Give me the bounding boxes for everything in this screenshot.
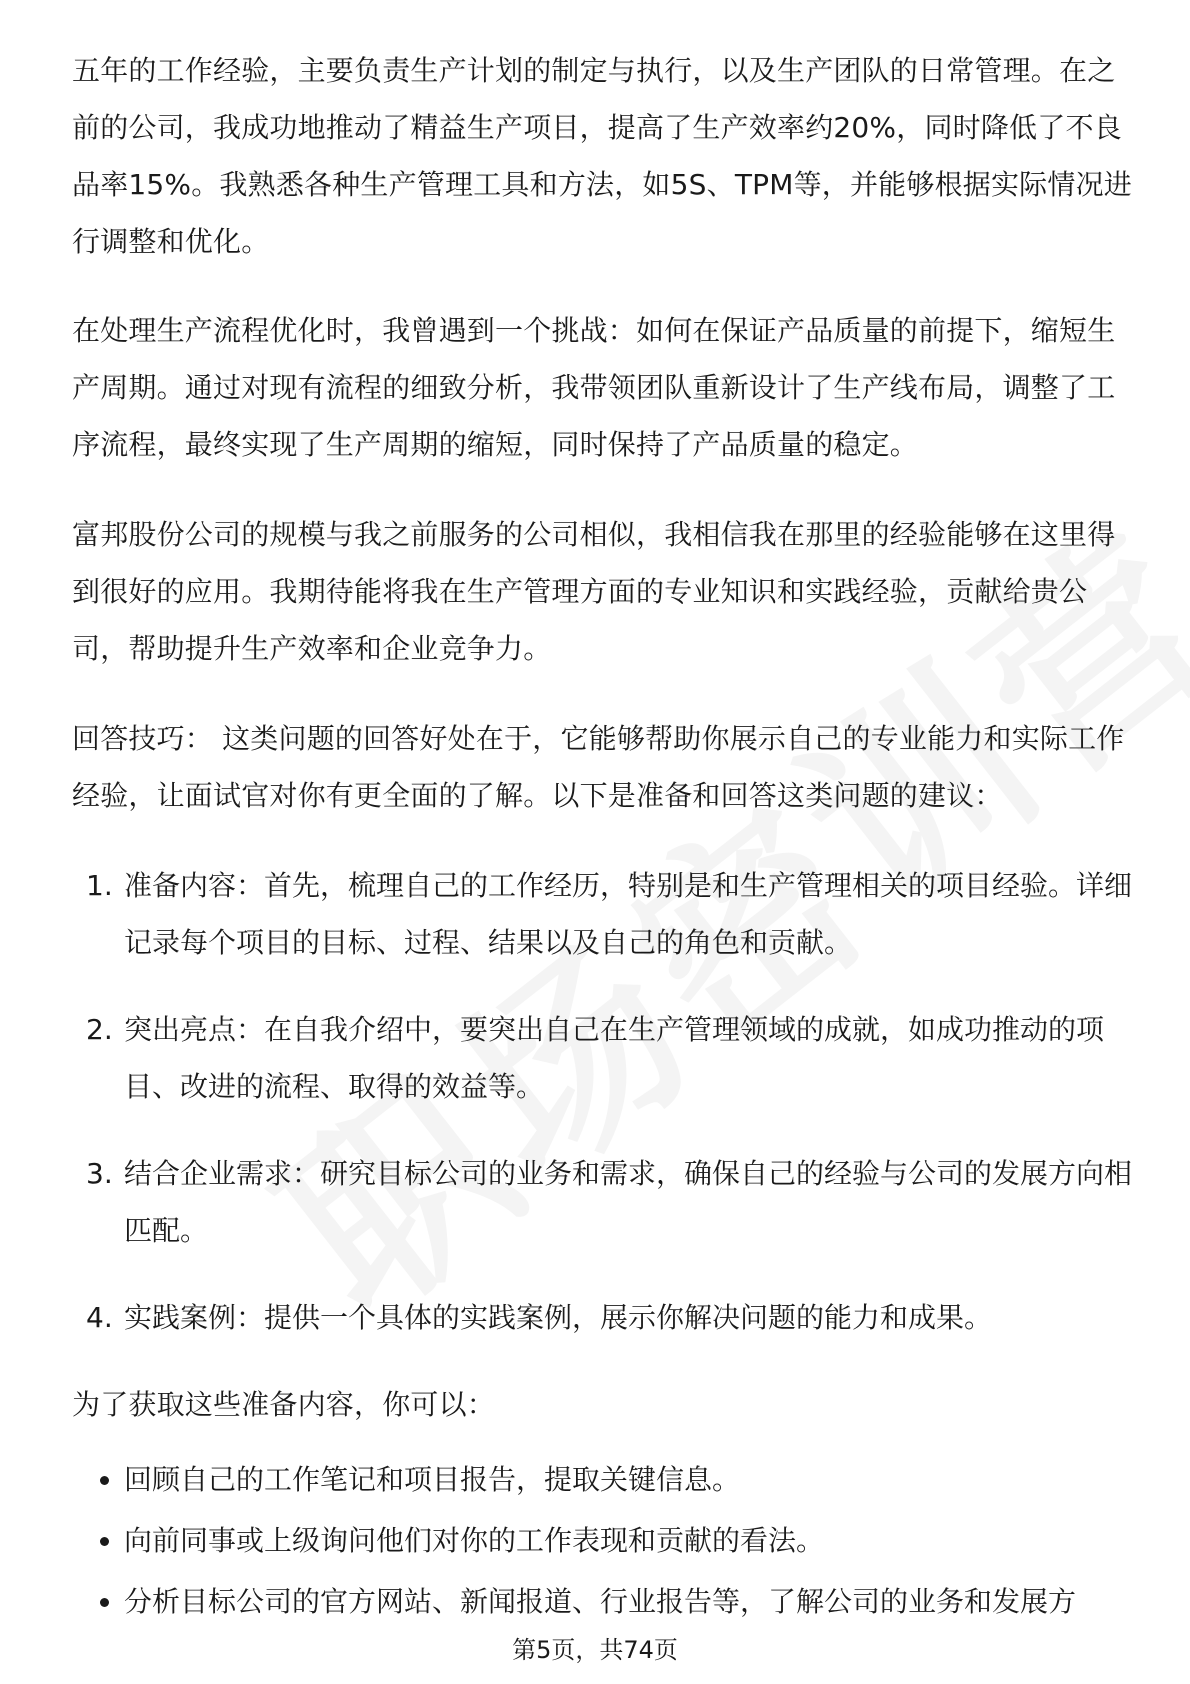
list-item-text: 实践案例：提供一个具体的实践案例，展示你解决问题的能力和成果。: [124, 1301, 993, 1334]
bullet-item: [72, 1451, 1132, 1508]
list-item: [72, 1001, 1132, 1115]
paragraph-bullets-intro: 为了获取这些准备内容，你可以：: [72, 1388, 496, 1421]
paragraph-experience: 五年的工作经验，主要负责生产计划的制定与执行，以及生产团队的日常管理。在之前的公司，我成功地推动了精益生产项目，提高了生产效率约20%，同时降低了不良品率15%。我熟悉各种生产管理工具和方法，如5S、TPM等，并能够根据实际情况进行调整和优化。: [72, 54, 1132, 258]
bullet-dot-icon: [100, 1476, 109, 1485]
bullet-text: 向前同事或上级询问他们对你的工作表现和贡献的看法。: [124, 1524, 825, 1557]
list-item: [72, 1145, 1132, 1259]
list-number: 2.: [86, 1013, 113, 1046]
list-number: 4.: [86, 1301, 113, 1334]
bullet-list: [72, 1451, 1132, 1630]
list-item-text: 结合企业需求：研究目标公司的业务和需求，确保自己的经验与公司的发展方向相匹配。: [124, 1157, 1133, 1247]
paragraph-answer-tips: 回答技巧： 这类问题的回答好处在于，它能够帮助你展示自己的专业能力和实际工作经验，让面试官对你有更全面的了解。以下是准备和回答这类问题的建议：: [72, 722, 1125, 812]
paragraph-challenge: 在处理生产流程优化时，我曾遇到一个挑战：如何在保证产品质量的前提下，缩短生产周期。通过对现有流程的细致分析，我带领团队重新设计了生产线布局，调整了工序流程，最终实现了生产周期的缩短，同时保持了产品质量的稳定。: [72, 314, 1116, 461]
bullet-item: [72, 1512, 1132, 1569]
list-number: 1.: [86, 869, 113, 902]
list-item: [72, 1289, 1132, 1346]
page-number: 第5页，共74页: [512, 1636, 678, 1664]
list-number: 3.: [86, 1157, 113, 1190]
bullet-text: 分析目标公司的官方网站、新闻报道、行业报告等，了解公司的业务和发展方: [124, 1585, 1077, 1618]
bullet-text: 回顾自己的工作笔记和项目报告，提取关键信息。: [124, 1463, 741, 1496]
list-item: [72, 857, 1132, 971]
document-body: [72, 42, 1132, 1634]
bullet-dot-icon: [100, 1537, 109, 1546]
bullet-item: [72, 1573, 1132, 1630]
numbered-list: [72, 857, 1132, 1346]
list-item-text: 突出亮点：在自我介绍中，要突出自己在生产管理领域的成就，如成功推动的项目、改进的流程、取得的效益等。: [124, 1013, 1105, 1103]
paragraph-company-fit: 富邦股份公司的规模与我之前服务的公司相似，我相信我在那里的经验能够在这里得到很好的应用。我期待能将我在生产管理方面的专业知识和实践经验，贡献给贵公司，帮助提升生产效率和企业竞争力。: [72, 518, 1116, 665]
bullet-dot-icon: [100, 1598, 109, 1607]
list-item-text: 准备内容：首先，梳理自己的工作经历，特别是和生产管理相关的项目经验。详细记录每个项目的目标、过程、结果以及自己的角色和贡献。: [124, 869, 1133, 959]
